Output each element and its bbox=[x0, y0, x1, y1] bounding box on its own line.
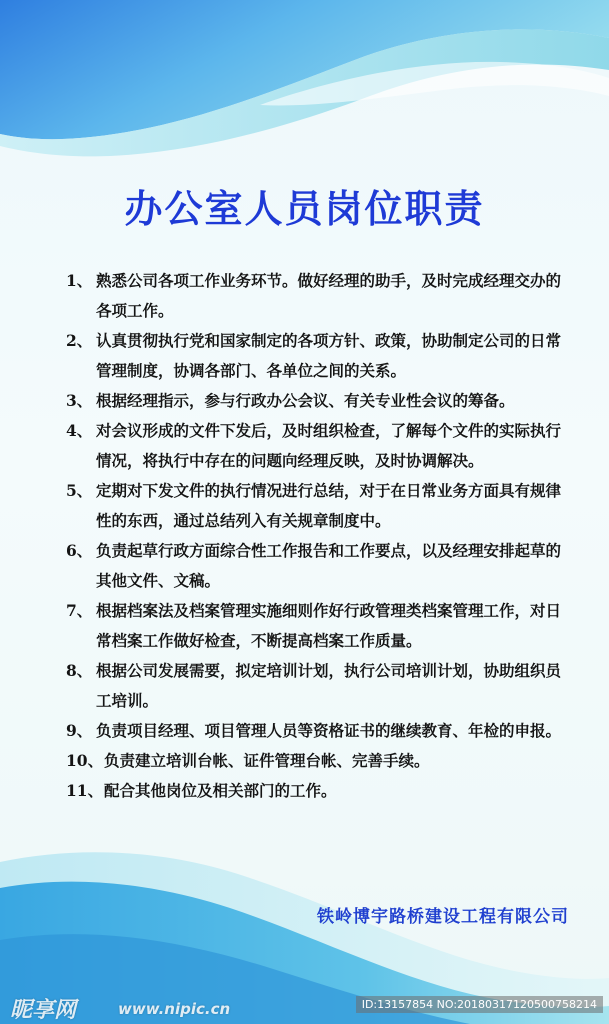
duty-item bbox=[66, 596, 574, 656]
watermark-id: ID:13157854 NO:20180317120500758214 bbox=[356, 996, 603, 1013]
duty-number: 8、 bbox=[66, 661, 93, 680]
duty-text: 定期对下发文件的执行情况进行总结，对于在日常业务方面具有规律性的东西，通过总结列入有关规章制度中。 bbox=[96, 481, 562, 530]
company-name: 铁岭博宇路桥建设工程有限公司 bbox=[317, 907, 569, 927]
duty-number: 2、 bbox=[66, 331, 93, 350]
watermark-logo: 昵享网 bbox=[10, 998, 77, 1023]
duty-text: 根据档案法及档案管理实施细则作好行政管理类档案管理工作，对日常档案工作做好检查，不断提高档案工作质量。 bbox=[96, 601, 562, 650]
duty-item bbox=[66, 326, 574, 386]
duty-number: 7、 bbox=[66, 601, 93, 620]
duty-number: 11、 bbox=[66, 781, 104, 800]
page-title: 办公室人员岗位职责 bbox=[124, 187, 485, 231]
duty-item bbox=[66, 746, 574, 776]
duty-item bbox=[66, 656, 574, 716]
duty-number: 9、 bbox=[66, 721, 93, 740]
duty-number: 6、 bbox=[66, 541, 93, 560]
duty-text: 配合其他岗位及相关部门的工作。 bbox=[104, 781, 337, 800]
duty-number: 3、 bbox=[66, 391, 93, 410]
duty-list bbox=[66, 266, 574, 806]
duty-text: 负责起草行政方面综合性工作报告和工作要点，以及经理安排起草的其他文件、文稿。 bbox=[96, 541, 562, 590]
duty-text: 负责建立培训台帐、证件管理台帐、完善手续。 bbox=[104, 751, 430, 770]
duty-number: 10、 bbox=[66, 751, 104, 770]
duty-item bbox=[66, 386, 574, 416]
watermark-url: www.nipic.cn bbox=[118, 1000, 231, 1018]
duty-number: 1、 bbox=[66, 271, 93, 290]
duty-text: 根据公司发展需要，拟定培训计划，执行公司培训计划，协助组织员工培训。 bbox=[96, 661, 562, 710]
duty-text: 熟悉公司各项工作业务环节。做好经理的助手，及时完成经理交办的各项工作。 bbox=[96, 271, 562, 320]
duty-text: 根据经理指示，参与行政办公会议、有关专业性会议的筹备。 bbox=[96, 391, 515, 410]
duty-item bbox=[66, 476, 574, 536]
duty-text: 对会议形成的文件下发后，及时组织检查，了解每个文件的实际执行情况，将执行中存在的问题向经理反映，及时协调解决。 bbox=[96, 421, 562, 470]
duty-item bbox=[66, 416, 574, 476]
duty-text: 认真贯彻执行党和国家制定的各项方针、政策，协助制定公司的日常管理制度，协调各部门、各单位之间的关系。 bbox=[96, 331, 562, 380]
duty-number: 4、 bbox=[66, 421, 93, 440]
duty-number: 5、 bbox=[66, 481, 93, 500]
duty-item bbox=[66, 776, 574, 806]
duty-item bbox=[66, 536, 574, 596]
duty-item bbox=[66, 266, 574, 326]
duty-item bbox=[66, 716, 574, 746]
duty-text: 负责项目经理、项目管理人员等资格证书的继续教育、年检的申报。 bbox=[96, 721, 562, 740]
